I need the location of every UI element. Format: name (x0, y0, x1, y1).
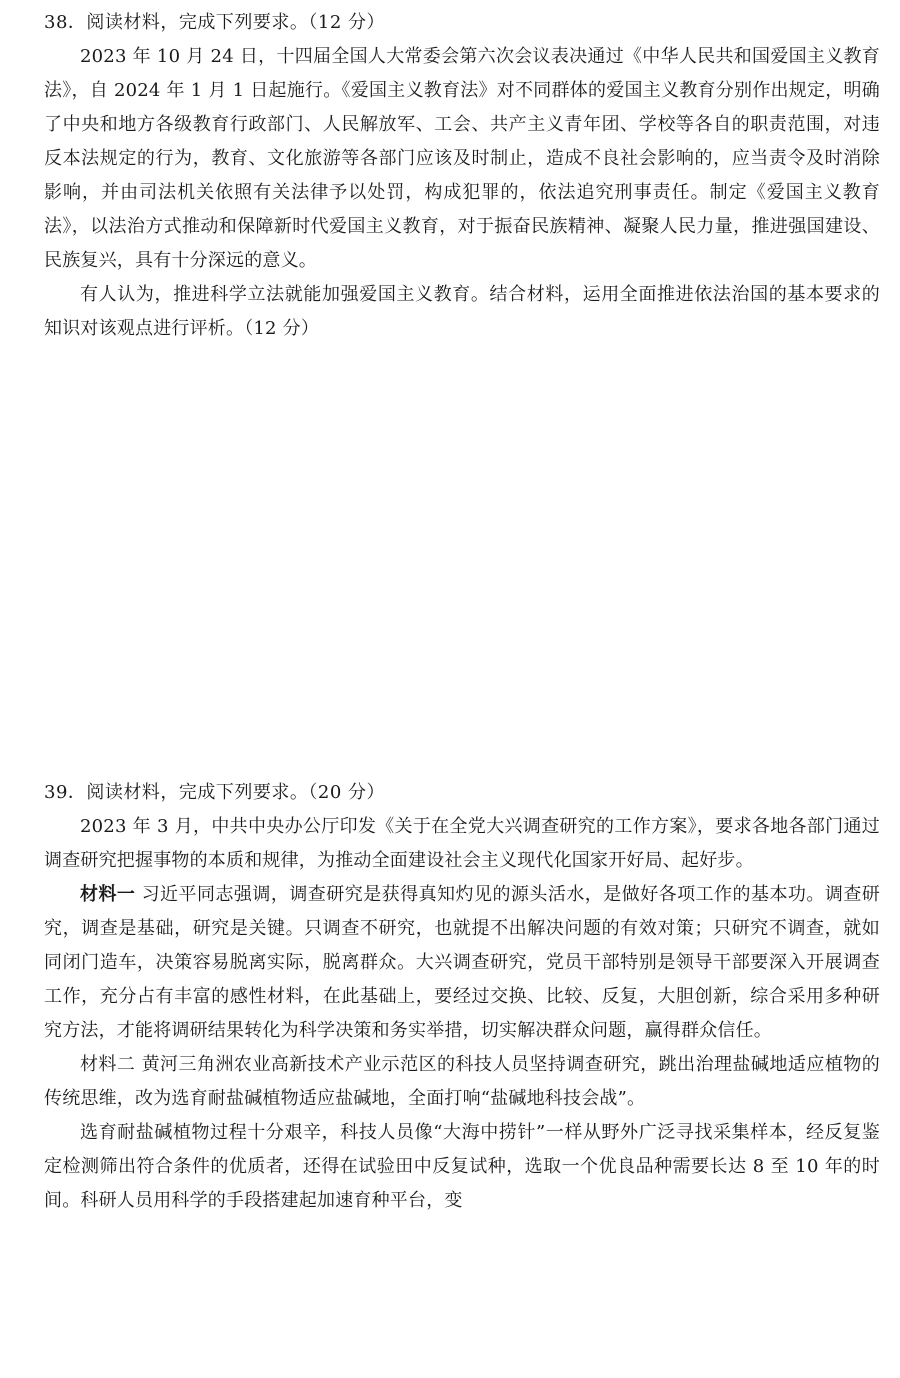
question-38 (44, 6, 880, 346)
material-2-text: 黄河三角洲农业高新技术产业示范区的科技人员坚持调查研究，跳出治理盐碱地适应植物的传统思维，改为选育耐盐碱植物适应盐碱地，全面打响“盐碱地科技会战”。 (44, 1054, 880, 1109)
question-38-prompt: 有人认为，推进科学立法就能加强爱国主义教育。结合材料，运用全面推进依法治国的基本要求的知识对该观点进行评析。（12 分） (44, 284, 880, 339)
question-39-material-1 (44, 878, 880, 1048)
question-39-title: 39．阅读材料，完成下列要求。（20 分） (44, 782, 386, 803)
question-39 (44, 776, 880, 1218)
question-38-material: 2023 年 10 月 24 日，十四届全国人大常委会第六次会议表决通过《中华人民共和国爱国主义教育法》，自 2024 年 1 月 1 日起施行。《爱国主义教育法》对不同群体的爱国主义教育分别作出规定，明确了中央和地方各级教育行政部门、人民解放军、工会、共产主义青年团、学校等各自的职责范围，对违反本法规定的行为，教育、文化旅游等各部门应该及时制止，造成不良社会影响的，应当责令及时消除影响，并由司法机关依照有关法律予以处罚，构成犯罪的，依法追究刑事责任。制定《爱国主义教育法》，以法治方式推动和保障新时代爱国主义教育，对于振奋民族精神、凝聚人民力量，推进强国建设、民族复兴，具有十分深远的意义。 (44, 46, 880, 271)
material-1-label: 材料一 (80, 884, 136, 905)
material-1-text: 习近平同志强调，调查研究是获得真知灼见的源头活水，是做好各项工作的基本功。调查研究，调查是基础，研究是关键。只调查不研究，也就提不出解决问题的有效对策；只研究不调查，就如同闭门造车，决策容易脱离实际，脱离群众。大兴调查研究，党员干部特别是领导干部要深入开展调查工作，充分占有丰富的感性材料，在此基础上，要经过交换、比较、反复，大胆创新，综合采用多种研究方法，才能将调研结果转化为科学决策和务实举措，切实解决群众问题，赢得群众信任。 (44, 884, 880, 1041)
question-39-intro: 2023 年 3 月，中共中央办公厅印发《关于在全党大兴调查研究的工作方案》，要求各地各部门通过调查研究把握事物的本质和规律，为推动全面建设社会主义现代化国家开好局、起好步。 (44, 816, 880, 871)
question-38-title: 38．阅读材料，完成下列要求。（12 分） (44, 12, 386, 33)
material-2-label: 材料二 (80, 1054, 136, 1075)
question-39-material-2-continued: 选育耐盐碱植物过程十分艰辛，科技人员像“大海中捞针”一样从野外广泛寻找采集样本，经反复鉴定检测筛出符合条件的优质者，还得在试验田中反复试种，选取一个优良品种需要长达 8 至 10 年的时间。科研人员用科学的手段搭建起加速育种平台，变 (44, 1122, 880, 1211)
answer-space (44, 345, 880, 765)
question-39-material-2 (44, 1048, 880, 1116)
